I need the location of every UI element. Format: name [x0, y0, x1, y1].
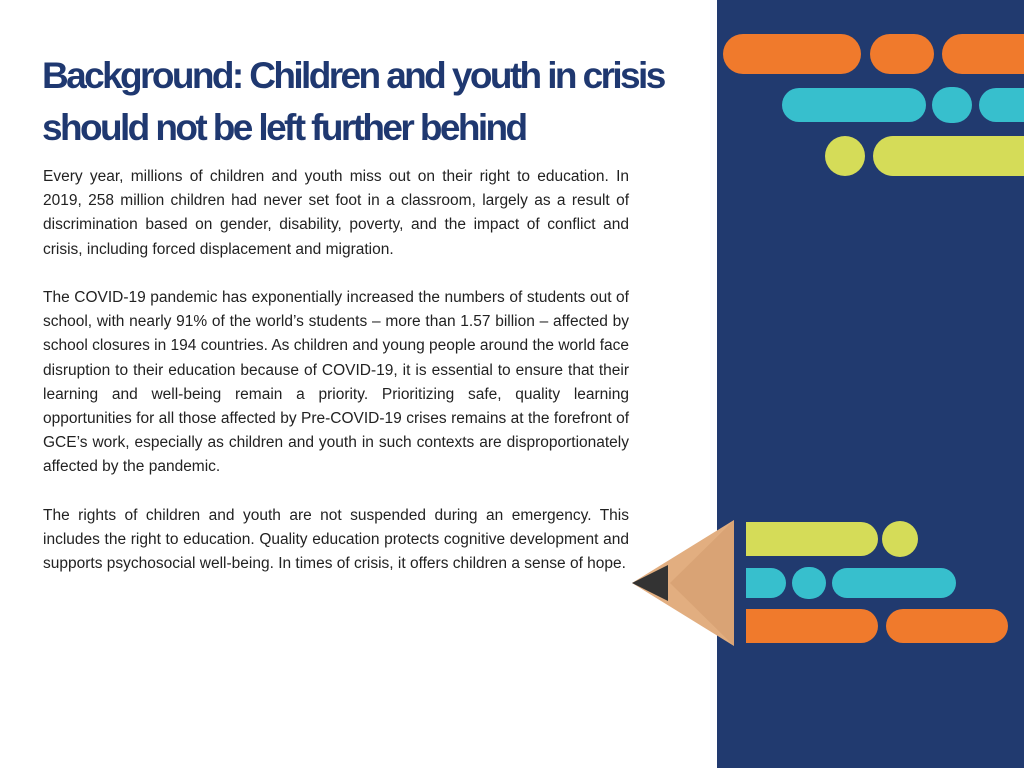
decor-dot — [882, 521, 918, 557]
paragraph-3: The rights of children and youth are not suspended during an emergency. This includes the right to education. Quality education protects cognitive development and supports psychosocial well-being. In times of crisis, it offers children a sense of hope. — [43, 506, 629, 573]
body-text — [43, 165, 629, 601]
paragraph-2: The COVID-19 pandemic has exponentially increased the numbers of students out of school, with nearly 91% of the world’s students – more than 1.57 billion – affected by school closures in 194 countries. As children and young people around the world face disruption to their education because of COVID-19, it is essential to ensure that their learning and well-being remain a priority. Prioritizing safe, quality learning opportunities for all those affected by Pre-COVID-19 crises remains at the forefront of GCE’s work, especially as children and youth in such contexts are disproportionately affected by the pandemic. — [43, 289, 629, 476]
decor-dot — [825, 136, 865, 176]
decor-dot — [932, 87, 972, 123]
title-line-1: Background: Children and youth in crisis — [42, 55, 664, 96]
decor-bar — [942, 34, 1024, 74]
decor-bar — [746, 568, 786, 598]
decor-dot — [792, 567, 826, 599]
title-line-2: should not be left further behind — [42, 107, 526, 148]
page-title — [42, 50, 702, 154]
decor-bar — [746, 609, 878, 643]
pencil-icon — [632, 520, 742, 646]
decor-bar — [886, 609, 1008, 643]
decor-bar — [832, 568, 956, 598]
decor-bar — [873, 136, 1024, 176]
decor-bar — [782, 88, 926, 122]
decor-bar — [723, 34, 861, 74]
decor-bar — [746, 522, 878, 556]
paragraph-1: Every year, millions of children and youth miss out on their right to education. In 2019, 258 million children had never set foot in a classroom, largely as a result of discrimination based on gender, disability, poverty, and the impact of conflict and crisis, including forced displacement and migration. — [43, 168, 629, 258]
decor-bar — [870, 34, 934, 74]
decor-bar — [979, 88, 1024, 122]
